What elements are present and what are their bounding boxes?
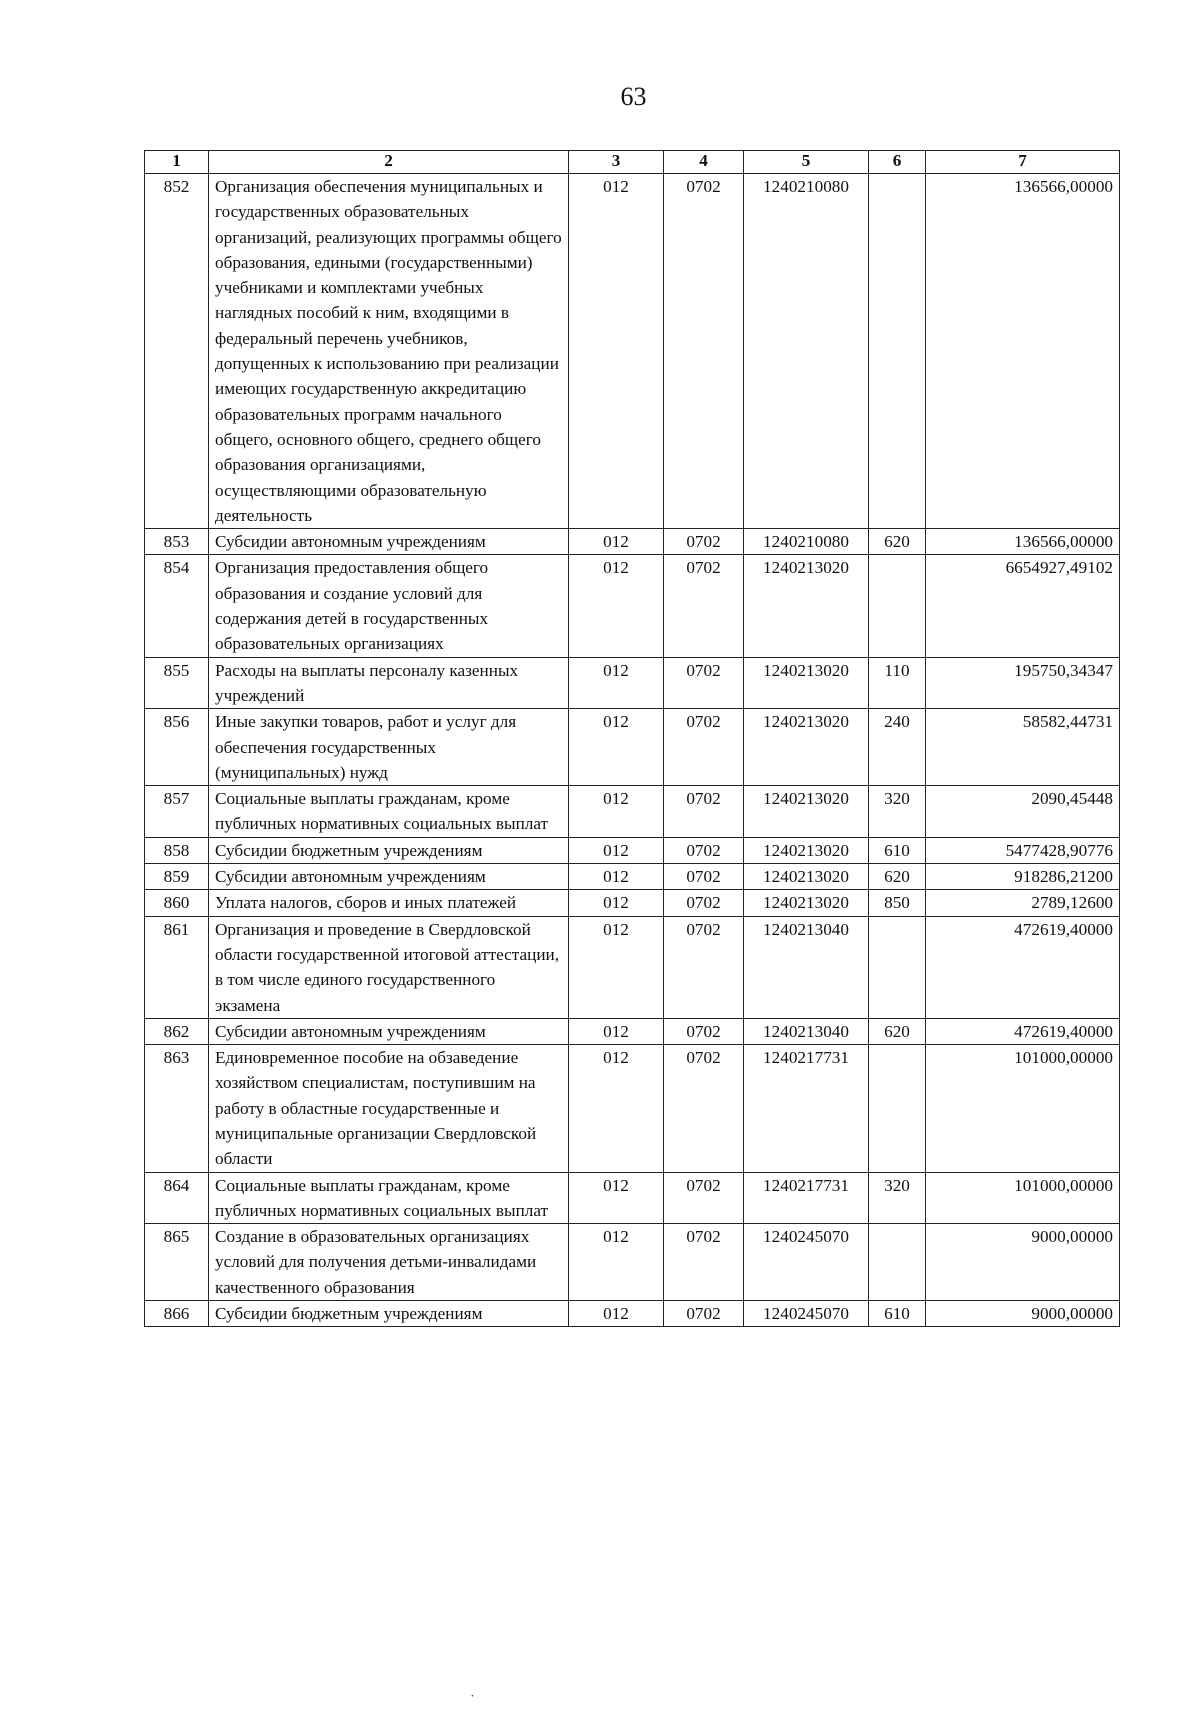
expense-type-code: 610 xyxy=(869,837,926,863)
target-article-code: 1240213020 xyxy=(744,837,869,863)
target-article-code: 1240213020 xyxy=(744,864,869,890)
target-article-code: 1240217731 xyxy=(744,1172,869,1224)
target-article-code: 1240213020 xyxy=(744,786,869,838)
section-code: 0702 xyxy=(664,1224,744,1301)
target-article-code: 1240245070 xyxy=(744,1224,869,1301)
budget-table xyxy=(144,150,1120,1327)
admin-code: 012 xyxy=(569,174,664,529)
amount: 2090,45448 xyxy=(926,786,1120,838)
column-header: 3 xyxy=(569,151,664,174)
target-article-code: 1240245070 xyxy=(744,1301,869,1327)
section-code: 0702 xyxy=(664,529,744,555)
expense-type-code xyxy=(869,174,926,529)
section-code: 0702 xyxy=(664,709,744,786)
section-code: 0702 xyxy=(664,174,744,529)
row-number: 856 xyxy=(145,709,209,786)
expense-type-code: 320 xyxy=(869,786,926,838)
section-code: 0702 xyxy=(664,657,744,709)
expense-type-code: 850 xyxy=(869,890,926,916)
expense-type-code: 240 xyxy=(869,709,926,786)
section-code: 0702 xyxy=(664,864,744,890)
admin-code: 012 xyxy=(569,1301,664,1327)
target-article-code: 1240210080 xyxy=(744,174,869,529)
row-description: Иные закупки товаров, работ и услуг для обеспечения государственных (муниципальных) нужд xyxy=(209,709,569,786)
amount: 9000,00000 xyxy=(926,1224,1120,1301)
amount: 472619,40000 xyxy=(926,916,1120,1018)
row-description: Расходы на выплаты персоналу казенных учреждений xyxy=(209,657,569,709)
target-article-code: 1240213040 xyxy=(744,916,869,1018)
row-number: 862 xyxy=(145,1018,209,1044)
section-code: 0702 xyxy=(664,1172,744,1224)
target-article-code: 1240213020 xyxy=(744,657,869,709)
table-row xyxy=(145,1224,1120,1301)
row-description: Организация обеспечения муниципальных и государственных образовательных организаций, реализующих программы общего образования, едиными (государственными) учебниками и комплектами учебных наглядных пособий к ним, входящими в федеральный перечень учебников, допущенных к использованию при реализации имеющих государственную аккредитацию образовательных программ начального общего, основного общего, среднего общего образования организациями, осуществляющими образовательную деятельность xyxy=(209,174,569,529)
row-number: 859 xyxy=(145,864,209,890)
expense-type-code: 620 xyxy=(869,1018,926,1044)
admin-code: 012 xyxy=(569,864,664,890)
section-code: 0702 xyxy=(664,786,744,838)
table-body xyxy=(145,174,1120,1327)
row-number: 863 xyxy=(145,1045,209,1172)
admin-code: 012 xyxy=(569,1018,664,1044)
row-description: Социальные выплаты гражданам, кроме публичных нормативных социальных выплат xyxy=(209,786,569,838)
expense-type-code xyxy=(869,916,926,1018)
amount: 58582,44731 xyxy=(926,709,1120,786)
row-number: 852 xyxy=(145,174,209,529)
column-header: 4 xyxy=(664,151,744,174)
amount: 136566,00000 xyxy=(926,174,1120,529)
admin-code: 012 xyxy=(569,657,664,709)
table-row xyxy=(145,786,1120,838)
admin-code: 012 xyxy=(569,837,664,863)
expense-type-code: 620 xyxy=(869,864,926,890)
admin-code: 012 xyxy=(569,529,664,555)
row-number: 866 xyxy=(145,1301,209,1327)
section-code: 0702 xyxy=(664,837,744,863)
target-article-code: 1240217731 xyxy=(744,1045,869,1172)
section-code: 0702 xyxy=(664,1301,744,1327)
amount: 2789,12600 xyxy=(926,890,1120,916)
expense-type-code xyxy=(869,555,926,657)
row-number: 853 xyxy=(145,529,209,555)
amount: 9000,00000 xyxy=(926,1301,1120,1327)
table-row xyxy=(145,529,1120,555)
row-description: Организация и проведение в Свердловской области государственной итоговой аттестации, в том числе единого государственного экзамена xyxy=(209,916,569,1018)
expense-type-code: 110 xyxy=(869,657,926,709)
row-number: 857 xyxy=(145,786,209,838)
table-row xyxy=(145,1172,1120,1224)
row-description: Единовременное пособие на обзаведение хозяйством специалистам, поступившим на работу в областные государственные и муниципальные организации Свердловской области xyxy=(209,1045,569,1172)
table-row xyxy=(145,916,1120,1018)
amount: 5477428,90776 xyxy=(926,837,1120,863)
column-header: 6 xyxy=(869,151,926,174)
target-article-code: 1240213040 xyxy=(744,1018,869,1044)
row-description: Социальные выплаты гражданам, кроме публичных нормативных социальных выплат xyxy=(209,1172,569,1224)
table-row xyxy=(145,555,1120,657)
row-number: 864 xyxy=(145,1172,209,1224)
row-description: Уплата налогов, сборов и иных платежей xyxy=(209,890,569,916)
admin-code: 012 xyxy=(569,1045,664,1172)
row-number: 865 xyxy=(145,1224,209,1301)
row-description: Организация предоставления общего образования и создание условий для содержания детей в государственных образовательных организациях xyxy=(209,555,569,657)
stray-mark: ˙ xyxy=(470,1693,475,1708)
expense-type-code xyxy=(869,1224,926,1301)
section-code: 0702 xyxy=(664,916,744,1018)
admin-code: 012 xyxy=(569,786,664,838)
row-number: 854 xyxy=(145,555,209,657)
row-description: Субсидии бюджетным учреждениям xyxy=(209,1301,569,1327)
table-row xyxy=(145,657,1120,709)
header-row xyxy=(145,151,1120,174)
admin-code: 012 xyxy=(569,709,664,786)
page-number: 63 xyxy=(620,82,647,111)
row-description: Субсидии автономным учреждениям xyxy=(209,529,569,555)
amount: 101000,00000 xyxy=(926,1172,1120,1224)
amount: 918286,21200 xyxy=(926,864,1120,890)
section-code: 0702 xyxy=(664,1045,744,1172)
expense-type-code: 610 xyxy=(869,1301,926,1327)
table-row xyxy=(145,864,1120,890)
amount: 472619,40000 xyxy=(926,1018,1120,1044)
column-header: 2 xyxy=(209,151,569,174)
expense-type-code: 320 xyxy=(869,1172,926,1224)
row-number: 860 xyxy=(145,890,209,916)
target-article-code: 1240213020 xyxy=(744,709,869,786)
row-number: 855 xyxy=(145,657,209,709)
table-row xyxy=(145,709,1120,786)
row-number: 858 xyxy=(145,837,209,863)
row-description: Субсидии автономным учреждениям xyxy=(209,864,569,890)
table-row xyxy=(145,1045,1120,1172)
table-row xyxy=(145,890,1120,916)
table-row xyxy=(145,837,1120,863)
expense-type-code xyxy=(869,1045,926,1172)
table-row xyxy=(145,1301,1120,1327)
section-code: 0702 xyxy=(664,1018,744,1044)
table-row xyxy=(145,1018,1120,1044)
expense-type-code: 620 xyxy=(869,529,926,555)
column-header: 1 xyxy=(145,151,209,174)
admin-code: 012 xyxy=(569,1172,664,1224)
amount: 6654927,49102 xyxy=(926,555,1120,657)
amount: 136566,00000 xyxy=(926,529,1120,555)
row-description: Субсидии автономным учреждениям xyxy=(209,1018,569,1044)
section-code: 0702 xyxy=(664,555,744,657)
section-code: 0702 xyxy=(664,890,744,916)
target-article-code: 1240213020 xyxy=(744,890,869,916)
target-article-code: 1240210080 xyxy=(744,529,869,555)
column-header: 5 xyxy=(744,151,869,174)
table-row xyxy=(145,174,1120,529)
row-description: Создание в образовательных организациях условий для получения детьми-инвалидами качественного образования xyxy=(209,1224,569,1301)
admin-code: 012 xyxy=(569,890,664,916)
amount: 195750,34347 xyxy=(926,657,1120,709)
column-header: 7 xyxy=(926,151,1120,174)
admin-code: 012 xyxy=(569,916,664,1018)
row-description: Субсидии бюджетным учреждениям xyxy=(209,837,569,863)
amount: 101000,00000 xyxy=(926,1045,1120,1172)
row-number: 861 xyxy=(145,916,209,1018)
admin-code: 012 xyxy=(569,555,664,657)
admin-code: 012 xyxy=(569,1224,664,1301)
target-article-code: 1240213020 xyxy=(744,555,869,657)
